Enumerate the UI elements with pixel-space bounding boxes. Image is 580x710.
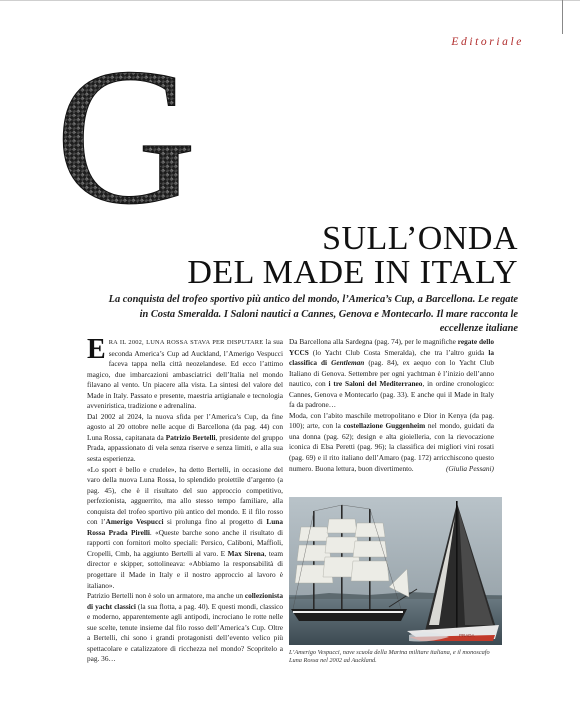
paragraph (87, 591, 283, 665)
section-label: Editoriale (451, 36, 524, 48)
initial-letter-glyph: G (55, 54, 197, 216)
drop-cap: E (87, 334, 106, 365)
paragraph (289, 411, 494, 474)
text-run: Da Barcellona alla Sardegna (pag. 74), per le magnifiche (289, 337, 458, 346)
headline (0, 222, 518, 290)
text-run: , presidente del gruppo Prada, appassionato di vela senza riserve e senza limiti, e alla sua sesta esperienza. (87, 432, 283, 464)
bold-name: collezionista di yacht classici (87, 591, 283, 611)
bold-name: costellazione Guggenheim (343, 421, 426, 431)
text-run: (lo Yacht Club Costa Smeralda), che tra l’altro guida (308, 347, 489, 357)
margin-rule (562, 0, 563, 34)
text-run: (pag. 84), ex aequo con lo Yacht Club Italiano di Genova. Settembre per ogni yachtman è l’inizio dell’anno nautico, con (289, 358, 494, 389)
paragraph (87, 465, 283, 592)
bold-name: Patrizio Bertelli (165, 432, 216, 442)
paragraph (87, 334, 283, 412)
text-run: (la sua flotta, a pag. 40). E questi mondi, classico e moderno, apparentemente agli antipodi, incrociano le rotte nelle sue scelte, tenute insieme dal filo rosso dell’America’s Cup. Oltre a Bertelli, chi sono i grandi protagonisti dell’evento velico più spettacolare e catalizzatore di ricchezza nel mondo? Scopritelo a pag. 36… (87, 601, 283, 664)
text-run: «Lo sport è bello e crudele», ha detto Bertelli, in occasione del varo della nuova Luna Rossa, lo splendido proiettile d’argento (a pag. 45), che è il risultato del suo approccio competitivo, perfezionista, agguerrito, ma allo stesso tempo familiare, alla conquista del trofeo sportivo più antico del mondo. E il filo rosso con l’ (87, 464, 283, 527)
text-run: , team director e skipper, sottolineava: «Abbiamo la responsabilità di progettare il Made in Italy e il nostro approccio al lavoro è italiano». (87, 548, 283, 590)
bold-name: i tre Saloni del Mediterraneo (328, 379, 423, 389)
text-run: , in ordine cronologico: Cannes, Genova e Montecarlo (pag. 33). E anche qui il Made in Italy fa da padrone… (289, 379, 494, 410)
paragraph (289, 337, 494, 411)
signature: (Giulia Pessani) (445, 463, 494, 473)
photo-ships (289, 497, 502, 645)
subheadline: La conquista del trofeo sportivo più antico del mondo, l’America’s Cup, a Barcellona. Le regate in Costa Smeralda. I Saloni nautici a Cannes, Genova e Montecarlo. Il mare racconta le eccellenze italiane (108, 294, 518, 334)
text-run: Dal 2002 al 2024, la nuova sfida per l’America’s Cup, da fine agosto al 20 ottobre nelle acque di Barcellona (da pag. 44) con Luna Rossa, capitanata da (87, 411, 283, 442)
headline-line-2: DEL MADE IN ITALY (187, 254, 518, 291)
text-run: nel mondo, guidati da una donna (pag. 62); design e alta gioielleria, con la rievocazione iconica di Elsa Peretti (pag. 96); la classifica dei migliori vini rosati (pag. 69) e il rito italiano dell’Amaro (pag. 172) arricchiscono questo numero. Buona lettura, buon divertimento. (289, 421, 494, 473)
hull-lettering: PRADA (459, 633, 475, 638)
body-column-left (87, 334, 284, 665)
bold-name: Max Sirena (227, 548, 265, 558)
body-column-right (289, 337, 494, 474)
text-run: Patrizio Bertelli non è solo un armatore, ma anche un (87, 591, 245, 601)
text-run: la sua seconda America’s Cup ad Auckland, l’Amerigo Vespucci faceva tappa nella città neozelandese. Ed ecco l’attimo magico, due imbarcazioni ambasciatrici dell’Italia nel mondo filavano al vento. Un piacere alla vista. La sintesi del valore del Made in Italy. Passato e presente, maestria artigianale e tecnologia avveniristica, tradizione e adrenalina. (87, 337, 283, 411)
bold-name: Amerigo Vespucci (105, 517, 164, 527)
photo-caption: L’Amerigo Vespucci, nave scuola della Marina militare italiana, e il monoscafo Luna Rossa nel 2002 ad Auckland. (289, 649, 490, 665)
top-rule (0, 0, 580, 1)
text-run: la classifica di (289, 347, 494, 368)
bold-name: Luna Rossa Prada Pirelli (87, 517, 283, 537)
carbon-initial-letter (40, 54, 212, 216)
paragraph (87, 412, 283, 465)
text-run: Moda, con l’abito maschile metropolitano e Dior in Kenya (da pag. 100); arte, con la (289, 410, 494, 431)
text-run: . «Queste barche sono anche il risultato di rapporti con fornitori molto speciali: Persico, Caliboni, Maffioli, Cropelli, Cmb, ha aggiunto Bertelli al varo. E (87, 527, 284, 558)
magazine-name: Gentleman (331, 358, 365, 368)
text-run: si prolunga fino al progetto di (163, 517, 267, 527)
lead-in: RA IL 2002, LUNA ROSSA STAVA PER DISPUTARE (108, 339, 264, 346)
headline-line-1: SULL’ONDA (322, 220, 518, 257)
bold-name: regate dello YCCS (289, 337, 494, 357)
